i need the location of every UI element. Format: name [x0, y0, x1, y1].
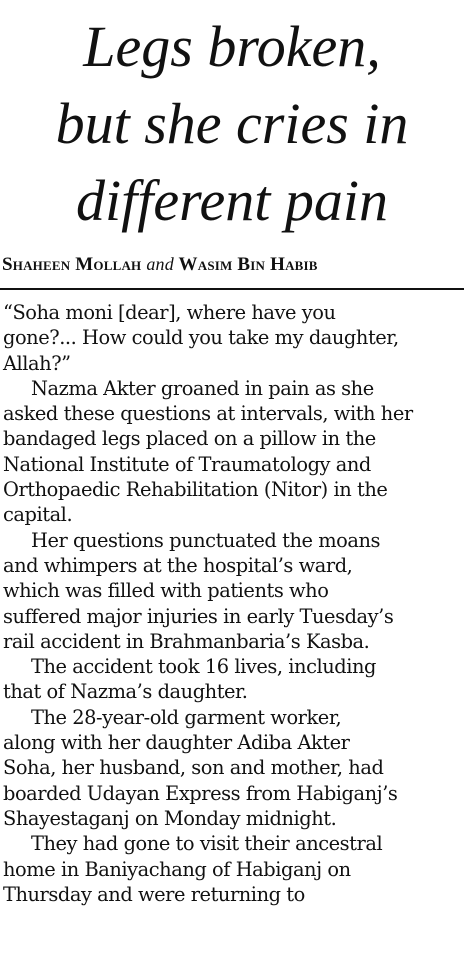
text-line: bandaged legs placed on a pillow in the — [3, 427, 376, 451]
author-name: Shaheen Mollah — [2, 254, 142, 275]
text-line: The accident took 16 lives, including — [31, 655, 376, 679]
text-line: Soha, her husband, son and mother, had — [3, 756, 384, 780]
text-line: capital. — [3, 503, 73, 527]
text-line: gone?... How could you take my daughter, — [3, 326, 399, 350]
text-line: The 28-year-old garment worker, — [31, 705, 342, 729]
paragraph — [3, 654, 464, 705]
text-line: asked these questions at intervals, with her — [3, 402, 413, 426]
text-line: which was filled with patients who — [3, 579, 329, 603]
text-line: Her questions punctuated the moans — [31, 528, 381, 552]
text-line: National Institute of Traumatology and — [3, 452, 371, 476]
text-line: They had gone to visit their ancestral — [31, 832, 383, 856]
byline-divider — [0, 288, 464, 290]
headline-line: but she cries in — [55, 91, 409, 156]
article-body — [3, 300, 464, 907]
text-line: suffered major injuries in early Tuesday’s — [3, 604, 394, 628]
byline-conjunction: and — [146, 254, 174, 274]
paragraph — [3, 376, 464, 528]
text-line: Nazma Akter groaned in pain as she — [31, 376, 374, 400]
text-line: rail accident in Brahmanbaria’s Kasba. — [3, 629, 370, 653]
text-line: Orthopaedic Rehabilitation (Nitor) in the — [3, 478, 388, 502]
text-line: home in Baniyachang of Habiganj on — [3, 857, 351, 881]
text-line: along with her daughter Adiba Akter — [3, 731, 350, 755]
text-line: “Soha moni [dear], where have you — [3, 301, 336, 324]
paragraph — [3, 705, 464, 831]
paragraph — [3, 528, 464, 654]
paragraph — [3, 300, 464, 376]
text-line: Thursday and were returning to — [3, 882, 305, 906]
headline-line: different pain — [76, 168, 388, 233]
paragraph — [3, 831, 464, 907]
text-line: boarded Udayan Express from Habiganj’s — [3, 781, 398, 805]
text-line: and whimpers at the hospital’s ward, — [3, 553, 353, 577]
headline-line: Legs broken, — [83, 14, 381, 79]
byline — [2, 254, 318, 276]
text-line: Shayestaganj on Monday midnight. — [3, 806, 337, 830]
text-line: that of Nazma’s daughter. — [3, 680, 248, 704]
text-line: Allah?” — [3, 351, 71, 375]
author-name: Wasim Bin Habib — [178, 254, 318, 275]
headline — [0, 0, 464, 239]
